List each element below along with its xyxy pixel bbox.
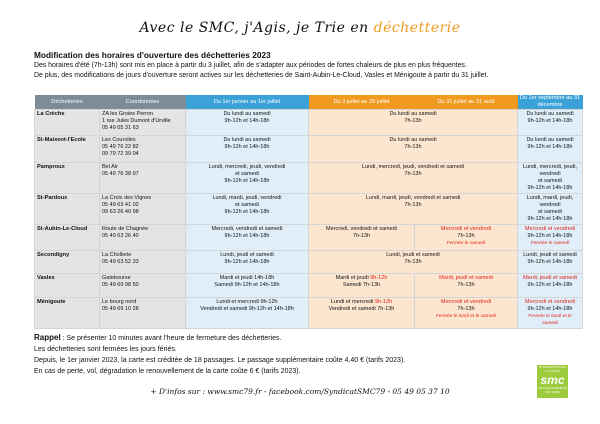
header-dechetteries: Déchetteries [35, 95, 100, 110]
hours-period-2-3: Du lundi au samedi 7h-13h [309, 136, 518, 163]
table-row [35, 251, 583, 274]
table-row [35, 194, 583, 225]
reminder-line: : Se présenter 10 minutes avant l'heure de fermeture des déchetteries. [60, 335, 282, 342]
site-name: St-Maixent-l'Ecole [35, 136, 100, 163]
site-name: Pamproux [35, 163, 100, 194]
intro-text [34, 61, 574, 80]
site-name: Vasles [35, 274, 100, 298]
site-name: St-Pardoux [35, 194, 100, 225]
hours-period-3: Mercredi et vendredi 7h-13h Fermée le samedi [415, 225, 518, 251]
intro-line: De plus, des modifications de jours d'ouverture seront actives sur les déchetteries de Saint-Aubin-Le-Cloud, Vasles et Ménigoute à partir du 31 juillet. [34, 71, 489, 79]
hours-period-2: Lundi et mercredi 9h-12h Vendredi et samedi 7h-13h [309, 298, 415, 329]
contact-info: + D'infos sur : www.smc79.fr - facebook.com/SyndicatSMC79 - 05 49 05 37 10 [150, 387, 450, 396]
hours-period-4: Mercredi et vendredi 9h-12h et 14h-18h Fermée le samedi [518, 225, 583, 251]
header-period-4: Du 1er septembre au 31 décembre [518, 95, 583, 110]
reminder-line: Depuis, le 1er janvier 2023, la carte est créditée de 18 passages. Le passage supplémentaire coûte 4,40 € (tarifs 2023). [34, 357, 406, 364]
site-name: Ménigoute [35, 298, 100, 329]
hours-period-2-3: Lundi, jeudi et samedi 7h-13h [309, 251, 518, 274]
header-coordonnees: Coordonnées [100, 95, 186, 110]
page-title: Avec le SMC, j'Agis, je Trie en déchetterie [139, 20, 461, 36]
table-row [35, 163, 583, 194]
site-coord: Gatebourse 05 49 69 98 50 [100, 274, 186, 298]
subheading: Modification des horaires d'ouverture des déchetteries 2023 [34, 50, 271, 60]
table-row [35, 298, 583, 329]
site-name: La Crèche [35, 110, 100, 136]
hours-period-2: Mercredi, vendredi et samedi 7h-13h [309, 225, 415, 251]
hours-period-1: Lundi, mardi, jeudi, vendredi et samedi 9h-12h et 14h-18h [186, 194, 309, 225]
site-name: Secondigny [35, 251, 100, 274]
hours-period-2-3: Lundi, mercredi, jeudi, vendredi et samedi 7h-13h [309, 163, 518, 194]
hours-period-4: Mercredi et vendredi 9h-12h et 14h-18h Fermée le lundi et le samedi [518, 298, 583, 329]
intro-line: Des horaires d'été (7h-13h) sont mis en place à partir du 3 juillet, afin de s'adapter aux périodes de fortes chaleurs de plus en plus fréquentes. [34, 62, 467, 69]
hours-period-2: Mardi et jeudi 9h-12h Samedi 7h-13h [309, 274, 415, 298]
table-header-row [35, 95, 583, 110]
smc-logo: SYNDICAT MIXTE A LA CARTE smc HAUT VAL DE SEVRE ET SUD GATINE [537, 365, 568, 398]
site-name: St-Aubin-Le-Cloud [35, 225, 100, 251]
site-coord: La Croix des Vignes 05 49 63 41 02 09 63 26 40 98 [100, 194, 186, 225]
hours-period-3: Mardi, jeudi et samedi 7h-13h [415, 274, 518, 298]
hours-period-2-3: Du lundi au samedi 7h-13h [309, 110, 518, 136]
site-coord: La Chollerie 05 49 63 52 33 [100, 251, 186, 274]
reminder-block [34, 332, 554, 377]
reminder-label: Rappel [34, 333, 61, 342]
reminder-line: En cas de perte, vol, dégradation le renouvellement de la carte coûte 6 € (tarifs 2023). [34, 368, 301, 375]
table-row [35, 274, 583, 298]
reminder-line: Les déchetteries sont fermées les jours fériés. [34, 346, 177, 353]
hours-period-4: Mardi, jeudi et samedi 9h-12h et 14h-18h [518, 274, 583, 298]
hours-period-1: Mardi et jeudi 14h-18h Samedi 9h-12h et 14h-18h [186, 274, 309, 298]
header-period-2: Du 3 juillet au 29 juillet [309, 95, 415, 110]
hours-period-4: Lundi, mercredi, jeudi, vendredi et samedi 9h-12h et 14h-18h [518, 163, 583, 194]
hours-period-1: Lundi, jeudi et samedi 9h-12h et 14h-18h [186, 251, 309, 274]
site-coord: Bel Air 05 49 76 38 97 [100, 163, 186, 194]
hours-period-1: Du lundi au samedi 9h-12h et 14h-18h [186, 136, 309, 163]
hours-period-2-3: Lundi, mardi, jeudi, vendredi et samedi 7h-13h [309, 194, 518, 225]
site-coord: Route de Chagnée 05 49 63 26 40 [100, 225, 186, 251]
site-coord: Les Courolles 05 49 76 22 82 09 79 72 39 04 [100, 136, 186, 163]
hours-period-1: Mercredi, vendredi et samedi 9h-12h et 14h-18h [186, 225, 309, 251]
site-coord: Le bourg nord 05 49 69 10 28 [100, 298, 186, 329]
hours-period-3: Mercredi et vendredi 7h-13h Fermée le lundi et le samedi [415, 298, 518, 329]
table-row [35, 225, 583, 251]
header-period-3: Du 31 juillet au 31 août [415, 95, 518, 110]
schedule-table [34, 95, 583, 329]
table-row [35, 110, 583, 136]
table-row [35, 136, 583, 163]
hours-period-4: Lundi, jeudi et samedi 9h-12h et 14h-18h [518, 251, 583, 274]
hours-period-1: Lundi, mercredi, jeudi, vendredi et samedi 9h-12h et 14h-18h [186, 163, 309, 194]
title-highlight: déchetterie [373, 20, 461, 36]
hours-period-4: Lundi, mardi, jeudi, vendredi et samedi 9h-12h et 14h-18h [518, 194, 583, 225]
hours-period-1: Du lundi au samedi 9h-12h et 14h-18h [186, 110, 309, 136]
hours-period-4: Du lundi au samedi 9h-12h et 14h-18h [518, 110, 583, 136]
hours-period-1: Lundi et mercredi 9h-12h Vendredi et samedi 9h-12h et 14h-18h [186, 298, 309, 329]
site-coord: ZA les Groies Perron 1 rue Jules Dumont d'Urville 05 49 05 31 63 [100, 110, 186, 136]
hours-period-4: Du lundi au samedi 9h-12h et 14h-18h [518, 136, 583, 163]
header-period-1: Du 1er janvier au 1er juillet [186, 95, 309, 110]
